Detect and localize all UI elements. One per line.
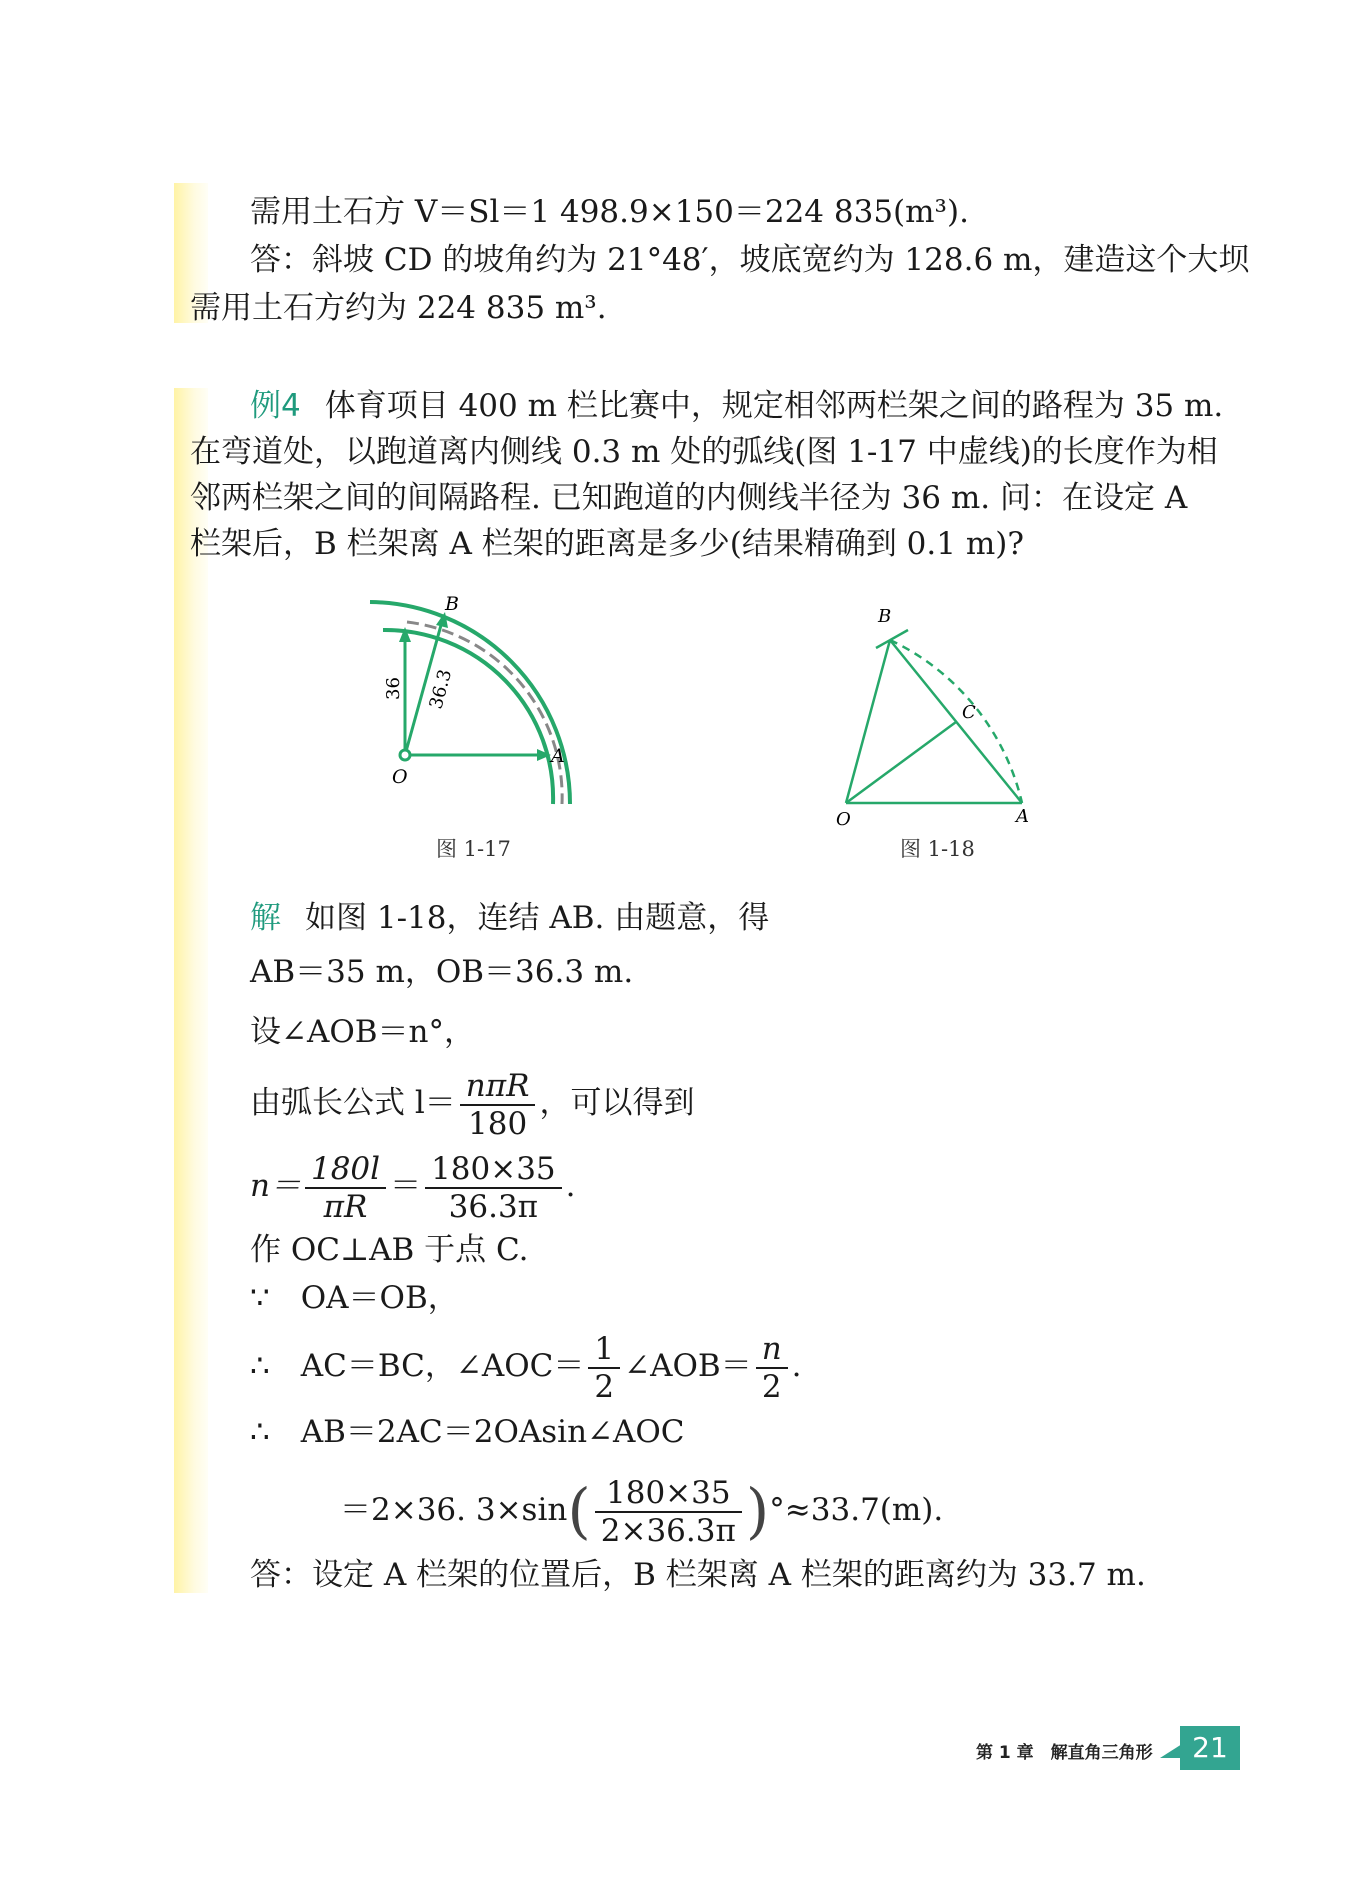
solution-line-3: 设∠AOB＝n°， xyxy=(250,1014,476,1050)
n-fraction-1: $\frac{180l}{\pi R}$ xyxy=(305,1151,386,1225)
segment-ab xyxy=(890,640,1022,803)
figure-1-17 xyxy=(355,590,595,830)
top-line-1: 需用土石方 V＝Sl＝1 498.9×150＝224 835(m³). xyxy=(250,194,969,230)
example-line-1: 例4 体育项目 400 m 栏比赛中，规定相邻两栏架之间的路程为 35 m. xyxy=(250,388,1224,424)
figure-1-17-caption: 图 1-17 xyxy=(436,837,511,861)
n-fraction-2: $\frac{180\times 35}{36.3\pi}$ xyxy=(425,1151,562,1225)
center-point xyxy=(400,750,410,760)
solution-line-2: AB＝35 m，OB＝36.3 m. xyxy=(250,954,634,990)
solution-line-8: ∴ AC＝BC，∠AOC＝ $\frac{1}{2}$ ∠AOB＝ $\frac{n}{2}$ . xyxy=(250,1330,802,1405)
solution-line-4: 由弧长公式 l＝ $\frac{\text{nπR}}{180}$ ，可以得到 xyxy=(250,1067,695,1142)
left-paren: ( xyxy=(567,1476,591,1547)
fig18-label-b: B xyxy=(878,606,892,627)
fig17-label-b: B xyxy=(445,593,459,615)
half-fraction: $\frac{1}{2}$ xyxy=(588,1331,620,1405)
solution-line-10: ＝2×36. 3×sin( $\frac{180\times 35}{2\times 36.3\pi}$ )°≈33.7(m). xyxy=(340,1474,944,1549)
arc-length-fraction: $\frac{\text{nπR}}{180}$ xyxy=(460,1068,536,1142)
fig17-label-o: O xyxy=(392,766,408,788)
n-half-fraction: $\frac{n}{2}$ xyxy=(756,1331,788,1405)
fig17-label-r2: 36.3 xyxy=(425,667,457,712)
dashed-arc xyxy=(407,622,562,804)
example-line-2: 在弯道处，以跑道离内侧线 0.3 m 处的弧线(图 1-17 中虚线)的长度作为相 xyxy=(190,434,1218,470)
right-paren: ) xyxy=(745,1476,770,1547)
fig18-label-o: O xyxy=(836,809,851,830)
segment-oc xyxy=(846,722,956,803)
fig17-label-r1: 36 xyxy=(383,677,404,700)
fig18-label-a: A xyxy=(1016,806,1029,827)
page-number: 21 xyxy=(1180,1726,1240,1770)
angle-fraction: $\frac{180\times 35}{2\times 36.3\pi}$ xyxy=(595,1475,742,1549)
inner-track-line xyxy=(383,630,553,804)
solution-answer: 答：设定 A 栏架的位置后，B 栏架离 A 栏架的距离约为 33.7 m. xyxy=(250,1557,1146,1593)
solution-line-5: n＝ $\frac{180l}{\pi R}$ ＝ $\frac{180\times 35}{36.3\pi}$ . xyxy=(250,1150,576,1225)
fig18-label-c: C xyxy=(962,702,976,723)
page-tab-corner xyxy=(1160,1744,1182,1758)
example-label: 例4 xyxy=(250,388,301,424)
top-line-2: 答：斜坡 CD 的坡角约为 21°48′，坡底宽约为 128.6 m，建造这个大坝 xyxy=(250,242,1250,278)
segment-ob xyxy=(846,640,890,803)
figure-1-18-caption: 图 1-18 xyxy=(900,837,975,861)
chapter-footer: 第 1 章 解直角三角形 xyxy=(976,1743,1153,1763)
top-line-3: 需用土石方约为 224 835 m³. xyxy=(190,290,607,326)
highlight-bar-example xyxy=(174,388,208,1593)
example-line-3: 邻两栏架之间的间隔路程. 已知跑道的内侧线半径为 36 m. 问：在设定 A xyxy=(190,480,1188,516)
example-line-4: 栏架后，B 栏架离 A 栏架的距离是多少(结果精确到 0.1 m)? xyxy=(190,526,1024,562)
solution-line-7: ∵ OA＝OB， xyxy=(250,1280,459,1316)
figure-1-18 xyxy=(820,600,1050,830)
solution-line-9: ∴ AB＝2AC＝2OAsin∠AOC xyxy=(250,1414,685,1450)
solution-line-6: 作 OC⊥AB 于点 C. xyxy=(250,1232,529,1268)
solution-label: 解 xyxy=(250,900,281,936)
fig17-label-a: A xyxy=(551,745,565,767)
solution-line-1: 解 如图 1-18，连结 AB. 由题意，得 xyxy=(250,900,770,936)
